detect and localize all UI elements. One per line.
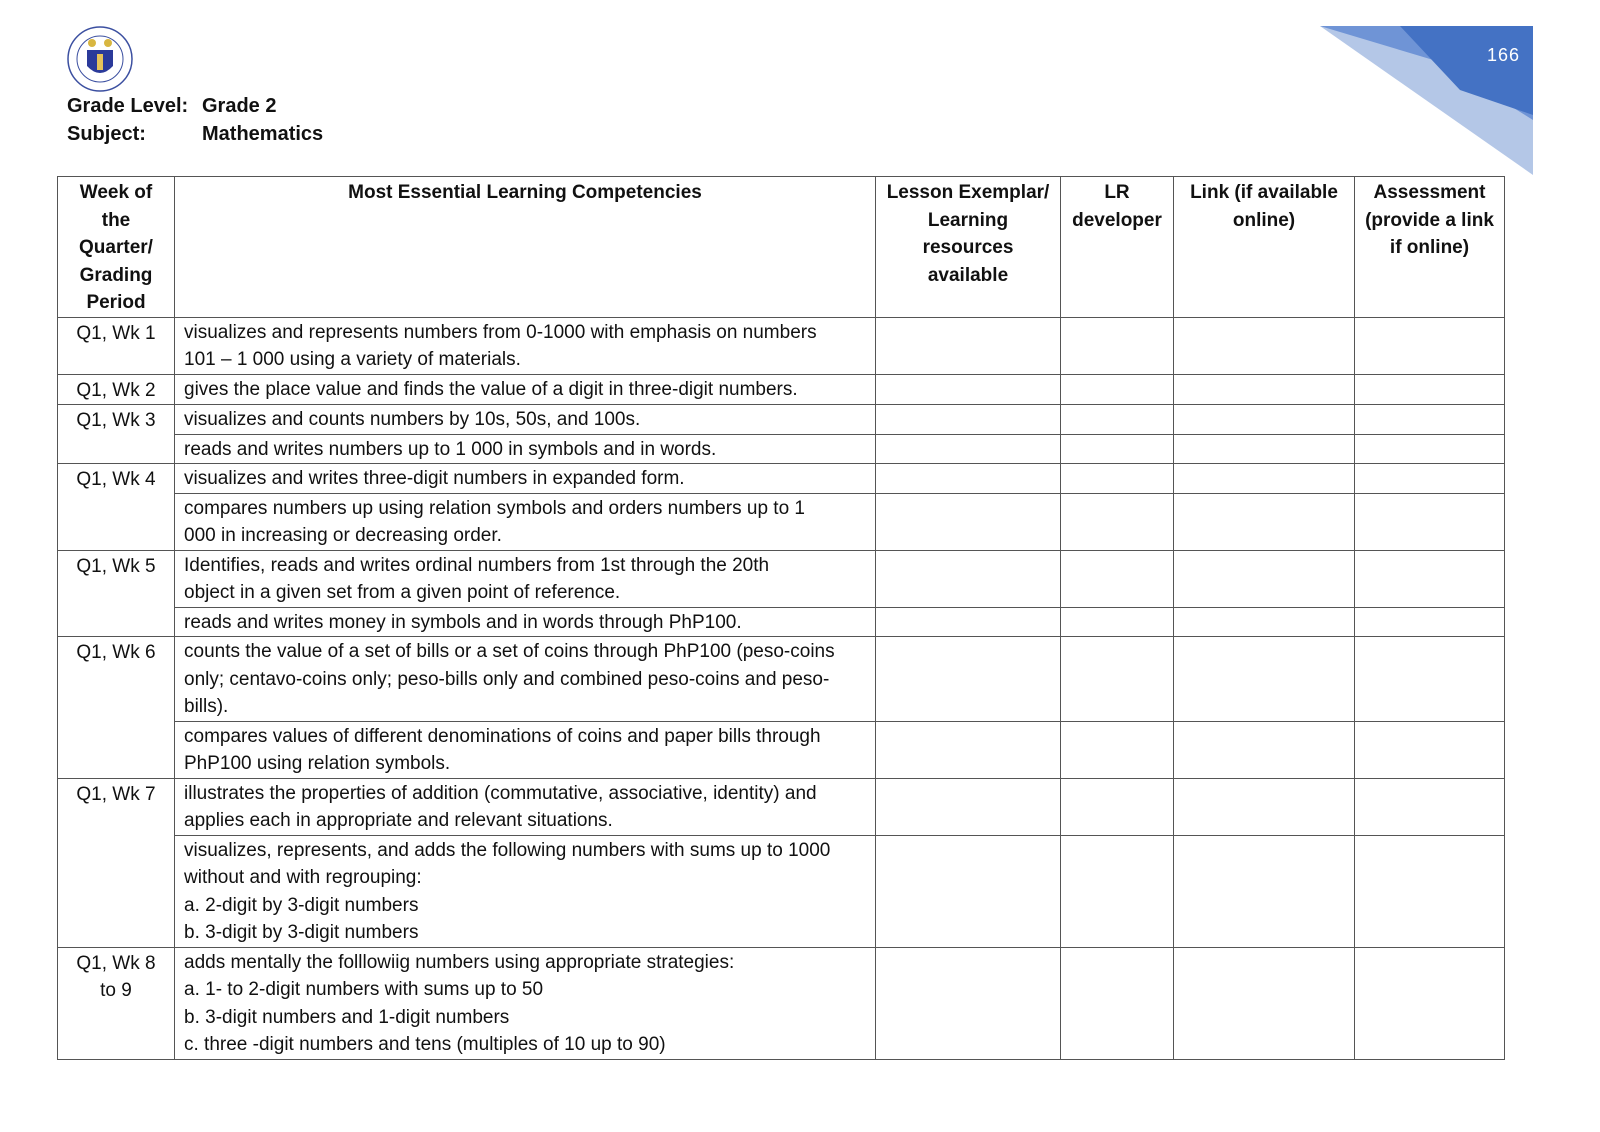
competency-cell [175, 721, 876, 778]
link-cell [1174, 317, 1355, 374]
table-row [58, 464, 1505, 494]
competency-cell [175, 374, 876, 405]
week-text: Q1, Wk 8 [76, 952, 156, 974]
lr-developer-cell [1061, 637, 1174, 722]
assessment-cell [1355, 607, 1505, 637]
competency-text: bills). [184, 696, 229, 717]
competency-cell [175, 405, 876, 435]
lr-developer-cell [1061, 493, 1174, 550]
competency-text: applies each in appropriate and relevant situations. [184, 810, 613, 831]
table-row [58, 434, 1505, 464]
lesson-exemplar-cell [876, 317, 1061, 374]
link-cell [1174, 464, 1355, 494]
competency-cell [175, 637, 876, 722]
grade-level-row [67, 95, 277, 118]
competency-text: only; centavo-coins only; peso-bills only and combined peso-coins and peso- [184, 668, 830, 690]
col-lesson-exemplar: Lesson Exemplar/ Learning resources available [876, 177, 1061, 318]
col-lr-developer: LR developer [1061, 177, 1174, 318]
competency-cell [175, 317, 876, 374]
competency-text: object in a given set from a given point of reference. [184, 582, 621, 603]
col-competencies: Most Essential Learning Competencies [175, 177, 876, 318]
link-cell [1174, 493, 1355, 550]
lesson-exemplar-cell [876, 637, 1061, 722]
assessment-cell [1355, 721, 1505, 778]
competency-text: reads and writes money in symbols and in words through PhP100. [184, 611, 742, 633]
competency-text: Identifies, reads and writes ordinal numbers from 1st through the 20th [184, 554, 770, 576]
competency-cell [175, 464, 876, 494]
lesson-exemplar-cell [876, 405, 1061, 435]
week-text: Q1, Wk 2 [76, 379, 156, 401]
competency-text: visualizes, represents, and adds the following numbers with sums up to 1000 [184, 839, 831, 861]
deped-seal-logo [67, 26, 133, 92]
competency-cell [175, 607, 876, 637]
competency-text: a. 1- to 2-digit numbers with sums up to 50 [184, 979, 544, 1000]
link-cell [1174, 721, 1355, 778]
week-cell [58, 550, 175, 637]
lr-developer-cell [1061, 405, 1174, 435]
table-row [58, 374, 1505, 405]
competency-text: reads and writes numbers up to 1 000 in symbols and in words. [184, 438, 717, 460]
assessment-cell [1355, 947, 1505, 1059]
competency-text: visualizes and counts numbers by 10s, 50s, and 100s. [184, 409, 641, 430]
page-number: 166 [1487, 45, 1521, 65]
lr-developer-cell [1061, 778, 1174, 835]
lesson-exemplar-cell [876, 947, 1061, 1059]
competency-cell [175, 493, 876, 550]
competency-text: PhP100 using relation symbols. [184, 753, 451, 774]
link-cell [1174, 550, 1355, 607]
competency-cell [175, 550, 876, 607]
assessment-cell [1355, 464, 1505, 494]
lesson-exemplar-cell [876, 374, 1061, 405]
table-row [58, 607, 1505, 637]
subject-row [67, 123, 324, 146]
subject-label: Subject: [67, 123, 146, 145]
week-cell [58, 637, 175, 779]
melc-table [57, 176, 1505, 1060]
competency-text: 101 – 1 000 using a variety of materials. [184, 349, 521, 370]
assessment-cell [1355, 637, 1505, 722]
competency-text: illustrates the properties of addition (commutative, associative, identity) and [184, 782, 817, 804]
week-text: Q1, Wk 3 [76, 410, 156, 431]
competency-text: b. 3-digit numbers and 1-digit numbers [184, 1006, 510, 1028]
lr-developer-cell [1061, 434, 1174, 464]
assessment-cell [1355, 405, 1505, 435]
corner-triangle-decoration [1320, 0, 1600, 190]
week-text: Q1, Wk 7 [76, 783, 156, 805]
table-row [58, 550, 1505, 607]
competency-text: compares values of different denominations of coins and paper bills through [184, 725, 821, 747]
assessment-cell [1355, 835, 1505, 947]
lesson-exemplar-cell [876, 835, 1061, 947]
week-cell [58, 317, 175, 374]
week-text: Q1, Wk 1 [76, 322, 156, 344]
col-assessment: Assessment (provide a link if online) [1355, 177, 1505, 318]
table-row [58, 317, 1505, 374]
table-header-row [58, 177, 1505, 318]
lesson-exemplar-cell [876, 721, 1061, 778]
grade-level-value: Grade 2 [202, 95, 277, 117]
link-cell [1174, 947, 1355, 1059]
lesson-exemplar-cell [876, 778, 1061, 835]
link-cell [1174, 434, 1355, 464]
link-cell [1174, 835, 1355, 947]
lesson-exemplar-cell [876, 434, 1061, 464]
link-cell [1174, 637, 1355, 722]
week-cell [58, 947, 175, 1059]
week-text: Q1, Wk 6 [76, 642, 156, 663]
table-row [58, 637, 1505, 722]
lr-developer-cell [1061, 607, 1174, 637]
competency-text: compares numbers up using relation symbols and orders numbers up to 1 [184, 497, 805, 519]
competency-text: counts the value of a set of bills or a set of coins through PhP100 (peso-coins [184, 641, 835, 662]
lesson-exemplar-cell [876, 464, 1061, 494]
lr-developer-cell [1061, 317, 1174, 374]
competency-text: b. 3-digit by 3-digit numbers [184, 922, 419, 943]
lr-developer-cell [1061, 464, 1174, 494]
lr-developer-cell [1061, 721, 1174, 778]
lesson-exemplar-cell [876, 493, 1061, 550]
competency-text: c. three -digit numbers and tens (multiples of 10 up to 90) [184, 1034, 666, 1055]
table-row [58, 493, 1505, 550]
week-text: Q1, Wk 4 [76, 469, 156, 490]
week-text: to 9 [100, 980, 132, 1001]
subject-value: Mathematics [202, 123, 324, 145]
grade-level-label: Grade Level: [67, 95, 189, 117]
competency-text: visualizes and writes three-digit numbers in expanded form. [184, 468, 685, 489]
lr-developer-cell [1061, 835, 1174, 947]
week-cell [58, 464, 175, 551]
table-row [58, 947, 1505, 1059]
week-cell [58, 405, 175, 464]
competency-text: 000 in increasing or decreasing order. [184, 525, 502, 546]
week-text: Q1, Wk 5 [76, 555, 156, 577]
assessment-cell [1355, 434, 1505, 464]
competency-cell [175, 778, 876, 835]
assessment-cell [1355, 317, 1505, 374]
competency-text: a. 2-digit by 3-digit numbers [184, 894, 419, 916]
link-cell [1174, 405, 1355, 435]
table-row [58, 778, 1505, 835]
lesson-exemplar-cell [876, 607, 1061, 637]
week-cell [58, 374, 175, 405]
competency-text: visualizes and represents numbers from 0-1000 with emphasis on numbers [184, 321, 817, 343]
lr-developer-cell [1061, 550, 1174, 607]
lr-developer-cell [1061, 374, 1174, 405]
link-cell [1174, 778, 1355, 835]
col-week: Week of the Quarter/ Grading Period [58, 177, 175, 318]
table-row [58, 835, 1505, 947]
table-row [58, 405, 1505, 435]
competency-cell [175, 835, 876, 947]
table-row [58, 721, 1505, 778]
assessment-cell [1355, 778, 1505, 835]
assessment-cell [1355, 550, 1505, 607]
competency-text: without and with regrouping: [184, 867, 422, 888]
link-cell [1174, 374, 1355, 405]
week-cell [58, 778, 175, 947]
lesson-exemplar-cell [876, 550, 1061, 607]
competency-text: adds mentally the folllowiig numbers using appropriate strategies: [184, 951, 735, 973]
competency-cell [175, 434, 876, 464]
competency-cell [175, 947, 876, 1059]
assessment-cell [1355, 374, 1505, 405]
col-link: Link (if available online) [1174, 177, 1355, 318]
assessment-cell [1355, 493, 1505, 550]
competency-text: gives the place value and finds the value of a digit in three-digit numbers. [184, 378, 798, 400]
lr-developer-cell [1061, 947, 1174, 1059]
link-cell [1174, 607, 1355, 637]
